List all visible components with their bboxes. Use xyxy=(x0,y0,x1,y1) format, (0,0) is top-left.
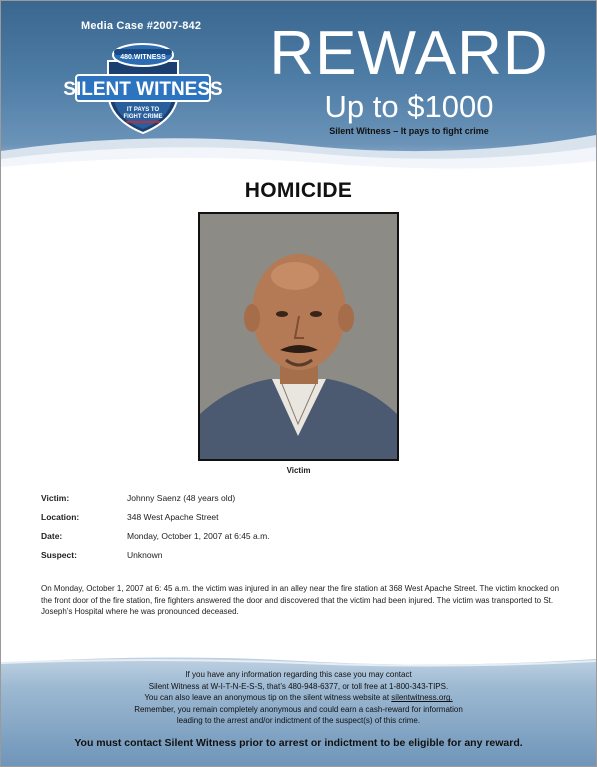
detail-row-victim xyxy=(41,493,561,512)
footer-line: If you have any information regarding this case you may contact xyxy=(185,670,412,679)
logo-sub-line1: IT PAYS TO xyxy=(126,107,160,113)
logo-top-text: 480.WITNESS xyxy=(120,54,166,61)
tagline: Silent Witness – It pays to fight crime xyxy=(329,126,489,136)
footer-line: Silent Witness at W-I-T-N-E-S-S, that’s 480-948-6377, or toll free at 1-800-343-TIPS. xyxy=(148,681,449,691)
footer-line xyxy=(1,692,596,704)
detail-label: Victim: xyxy=(41,493,70,503)
detail-label: Date: xyxy=(41,531,63,541)
header-banner xyxy=(1,1,596,169)
victim-photo xyxy=(198,212,399,461)
reward-amount: Up to $1000 xyxy=(324,89,494,124)
detail-value: 348 West Apache Street xyxy=(127,512,219,522)
footer-banner xyxy=(1,653,596,766)
media-case-number: Media Case #2007-842 xyxy=(81,20,202,32)
detail-value: Unknown xyxy=(127,550,163,560)
footer-line: leading to the arrest and/or indictment of the suspect(s) of this crime. xyxy=(176,716,421,726)
website-link[interactable]: silentwitness.org. xyxy=(391,693,453,703)
detail-value: Johnny Saenz (48 years old) xyxy=(127,493,236,503)
logo-main-text: SILENT WITNESS xyxy=(63,79,223,100)
detail-row-suspect xyxy=(41,550,561,569)
crime-title: HOMICIDE xyxy=(244,179,353,202)
detail-label: Location: xyxy=(41,512,80,522)
case-narrative: On Monday, October 1, 2007 at 6: 45 a.m. the victim was injured in an alley near the fire station at 368 West Apache Street. The victim knocked on the front door of the fire station, fire fighters answered the door and discovered that the victim had been injured. The victim was transported to St. Joseph’s Hospital where he was pronounced deceased. xyxy=(41,584,560,616)
detail-row-date xyxy=(41,531,561,550)
photo-caption: Victim xyxy=(286,466,311,475)
footer-line-text: You can also leave an anonymous tip on the silent witness website at xyxy=(144,693,392,703)
detail-label: Suspect: xyxy=(41,550,77,560)
footer-line: Remember, you remain completely anonymous and could earn a cash-reward for information xyxy=(134,704,463,714)
reward-title: REWARD xyxy=(269,19,549,88)
case-details xyxy=(41,493,561,569)
logo-sub-line2: FIGHT CRIME xyxy=(123,114,163,120)
detail-value: Monday, October 1, 2007 at 6:45 a.m. xyxy=(127,531,270,541)
header-wave xyxy=(1,121,596,181)
eligibility-notice: You must contact Silent Witness prior to arrest or indictment to be eligible for any reward. xyxy=(74,737,523,749)
footer-contact-text xyxy=(1,669,596,727)
detail-row-location xyxy=(41,512,561,531)
victim-portrait-illustration xyxy=(200,214,397,459)
